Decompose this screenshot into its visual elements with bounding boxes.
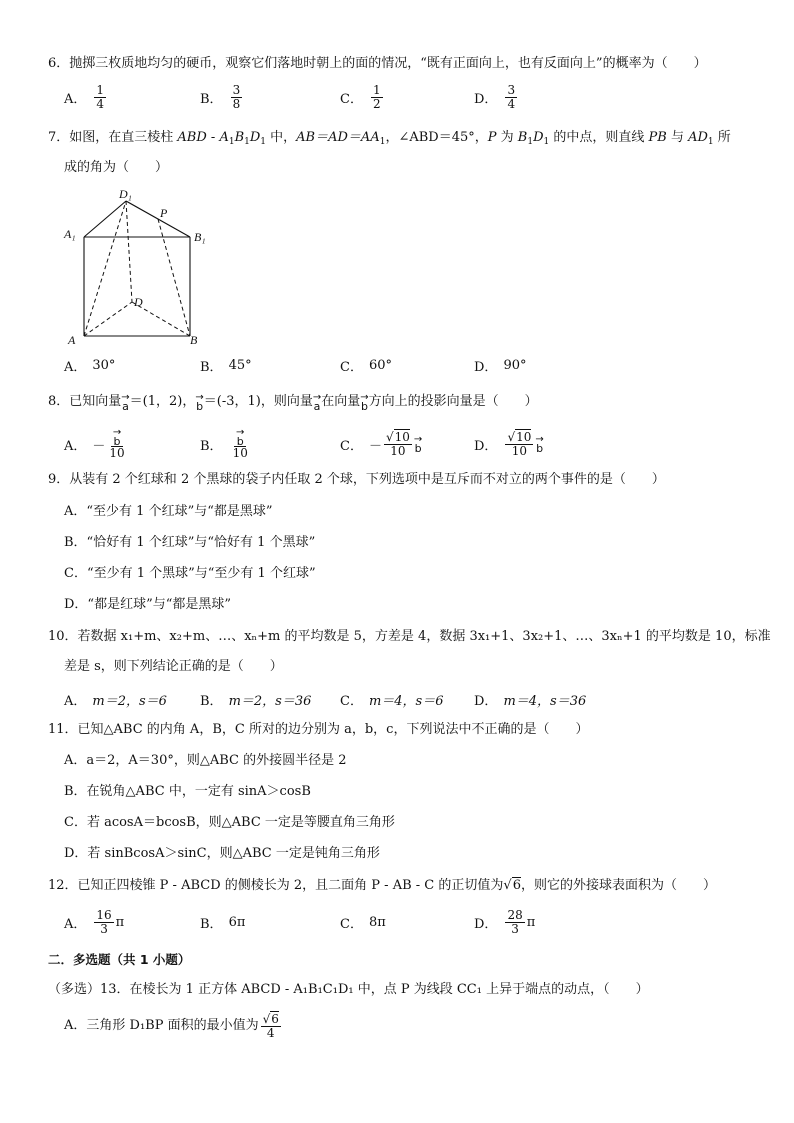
vector-b: → b [360, 391, 369, 413]
question-12-options [64, 904, 754, 940]
question-10-options: A． m＝2，s＝6 B． m＝2，s＝36 C． m＝4，s＝6 D． m＝4，s＝36 [64, 693, 587, 709]
question-7-line-1: 7．如图，在直三棱柱 ABD - $A_1B_1D_1$ 中，$AB=AD=AA_1$，∠ABD＝45°，P 为 $B_1D_1$ 的中点，则直线 PB 与 $AD_1$ 所 [48, 130, 731, 147]
q12-option-d: D． $\frac{28}{3}$ π [474, 907, 536, 936]
q12-option-c: C． 8π [340, 914, 386, 932]
q6-option-c: C． $\frac{1}{2}$ [340, 82, 381, 111]
q8-option-b: B． → b 10 [200, 427, 248, 460]
q6-option-b: B． $\frac{3}{8}$ [200, 82, 241, 111]
label-A1: A₁ [64, 227, 76, 241]
q6-option-a: A． $\frac{1}{4}$ [64, 82, 105, 111]
vector-b: → b [195, 391, 204, 413]
vector-a: → a [121, 391, 130, 413]
q11-option-c: C．若 acosA＝bcosB，则△ABC 一定是等腰直角三角形 [64, 815, 395, 830]
vector-a: → a [312, 391, 322, 413]
q9-option-a: A．“至少有 1 个红球”与“都是黑球” [64, 504, 273, 519]
question-12-text: 12．已知正四棱锥 P - ABCD 的侧棱长为 2，且二面角 P - AB - C 的正切值为√6，则它的外接球表面积为（ ） [48, 878, 716, 893]
question-6-text: 6．抛掷三枚质地均匀的硬币，观察它们落地时朝上的面的情况，“既有正面向上，也有反面向上”的概率为（ ） [48, 56, 707, 71]
q12-option-a: A． $\frac{16}{3}$ π [64, 907, 125, 936]
q11-option-b: B．在锐角△ABC 中，一定有 sinA＞cosB [64, 784, 311, 799]
q11-option-d: D．若 sinBcosA＞sinC，则△ABC 一定是钝角三角形 [64, 846, 380, 861]
section-heading: 二．多选题（共 1 小题） [48, 952, 191, 967]
question-9-text: 9．从装有 2 个红球和 2 个黑球的袋子内任取 2 个球，下列选项中是互斥而不对立的两个事件的是（ ） [48, 472, 665, 487]
question-7-line-2: 成的角为（ ） [64, 160, 169, 175]
question-8-options [64, 426, 754, 462]
q11-option-a: A．a＝2，A＝30°，则△ABC 的外接圆半径是 2 [64, 753, 347, 768]
q13-option-a: A．三角形 D₁BP 面积的最小值为 $\frac{√6}{4}$ [64, 1011, 279, 1040]
question-8-text: 8．已知向量 → a ＝(1，2)， → b ＝(-3，1)，则向量 → a 在向量 → b 方向上的投影向量是（ ） [48, 391, 538, 413]
question-11-text: 11．已知△ABC 的内角 A，B，C 所对的边分别为 a，b，c，下列说法中不正确的是（ ） [48, 722, 589, 737]
q8-option-d: D． $\frac{√10}{10}$ → b [474, 429, 544, 458]
fraction: $\frac{1}{4}$ [96, 82, 105, 111]
label-B: B [190, 333, 198, 347]
q9-option-b: B．“恰好有 1 个红球”与“恰好有 1 个黑球” [64, 535, 316, 550]
question-10-line-1: 10．若数据 x₁+m、x₂+m、…、xₙ+m 的平均数是 5，方差是 4，数据 3x₁+1、3x₂+1、…、3xₙ+1 的平均数是 10，标准 [48, 629, 771, 644]
label-B1: B₁ [194, 230, 206, 244]
q9-option-c: C．“至少有 1 个黑球”与“至少有 1 个红球” [64, 566, 316, 581]
question-10-line-2: 差是 s，则下列结论正确的是（ ） [64, 659, 283, 674]
label-D: D [134, 295, 143, 309]
fraction: $\frac{3}{4}$ [507, 82, 516, 111]
label-P: P [160, 206, 168, 220]
label-A: A [68, 333, 76, 347]
q8-option-c: C． － $\frac{√10}{10}$ → b [340, 429, 423, 458]
prism-figure [60, 184, 220, 352]
q6-option-d: D． $\frac{3}{4}$ [474, 82, 516, 111]
question-7-options: A． 30° B． 45° C． 60° D． 90° [64, 357, 527, 375]
q12-option-b: B． 6π [200, 914, 246, 932]
fraction: $\frac{3}{8}$ [232, 82, 241, 111]
question-6-options [64, 84, 754, 110]
question-13-text: （多选）13．在棱长为 1 正方体 ABCD - A₁B₁C₁D₁ 中，点 P 为线段 CC₁ 上异于端点的动点，（ ） [48, 982, 649, 997]
q8-option-a: A． － → b 10 [64, 427, 125, 460]
label-D1: D₁ [119, 187, 132, 201]
q9-option-d: D．“都是红球”与“都是黑球” [64, 597, 232, 612]
fraction: $\frac{1}{2}$ [372, 82, 381, 111]
